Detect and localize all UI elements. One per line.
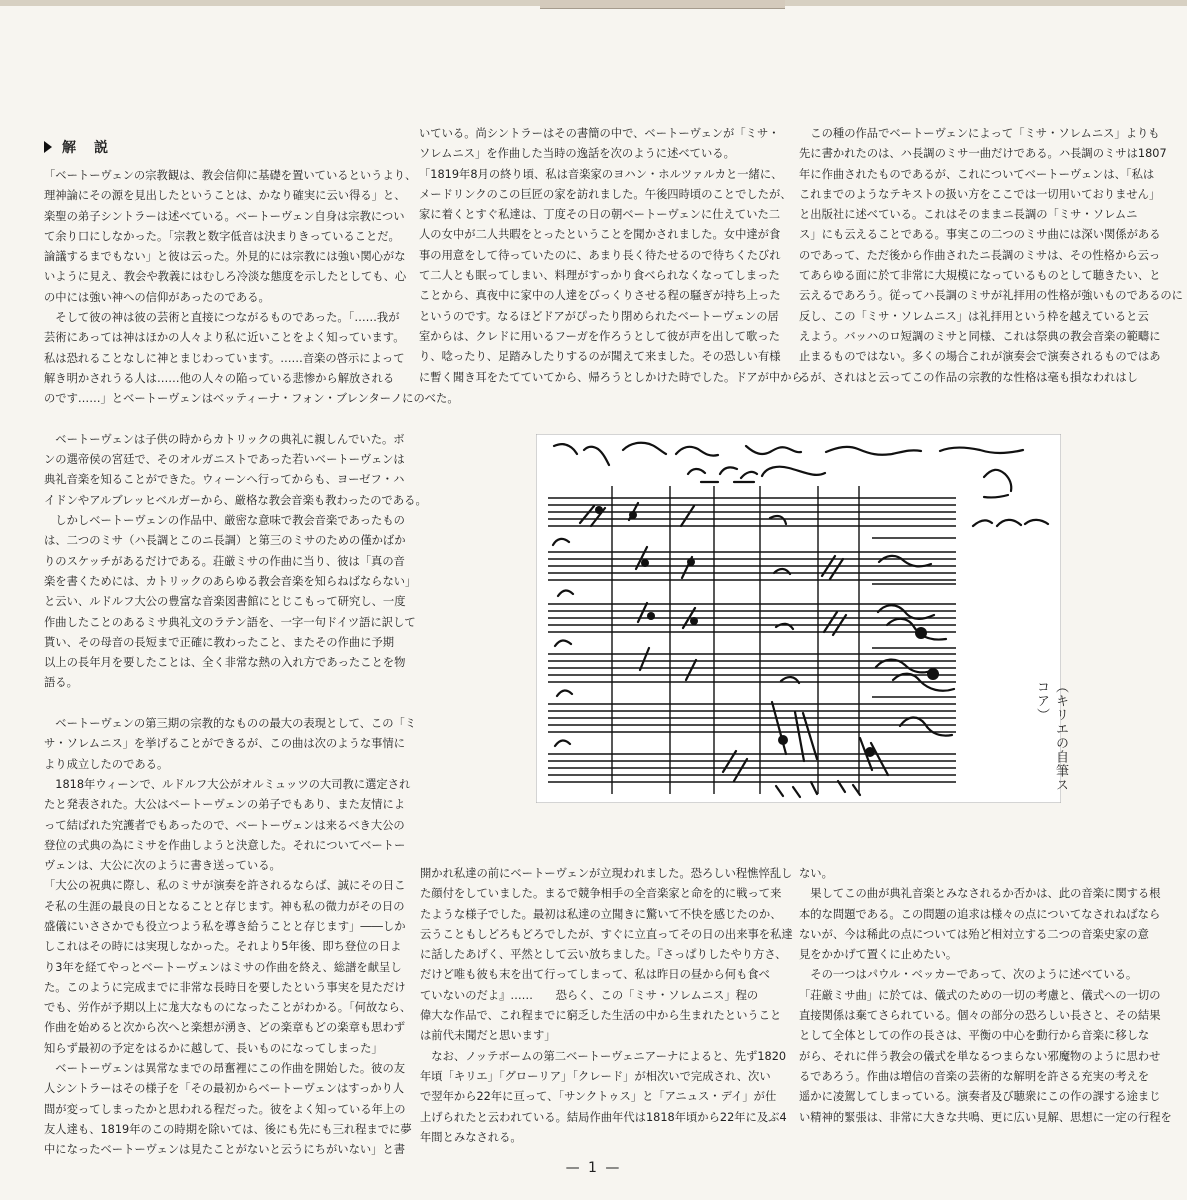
note-5 bbox=[687, 558, 695, 566]
triangle-icon bbox=[44, 141, 52, 153]
commentary-header bbox=[44, 137, 110, 157]
kyrie-score-drawing bbox=[536, 434, 1061, 803]
left-column-text: 「ベートーヴェンの宗教観は、教会信仰に基礎を置いているというより、 理神論にその源を見出したということは、かなり確実に云い得る」と、 楽聖の弟子シントラーは述べている。ベートーヴェン自身は宗教につい て余り口にしなかった。「宗教と数字低音は決まりきっていることだ。 論議するまでもない」と彼は云った。外見的には宗教には強い関心がな いように見え、教会や教義にはむしろ冷淡な態度を示したとしても、心 の中には強い神への信仰があったのである。 そして彼の神は彼の芸術と直接につながるものであった。「……我が 芸術にあっては神はほかの人々より私に近いことをよく知っています。 私は恐れることなしに神とまじわっています。……音楽の啓示によって 解き明かされうる人は……他の人々の陥っている悲惨から解放される のです……」とベートーヴェンはベッティーナ・フォン・ブレンターノにのべた。 ベートーヴェンは子供の時からカトリックの典礼に親しんでいた。ボ ンの選帝侯の宮廷で、そのオルガニストであった若いベートーヴェンは 典礼音楽を知ることができた。ウィーンへ行ってからも、ヨーゼフ・ハ イドンやアルブレッヒベルガーから、厳格な教会音楽も教わったのである。 しかしベートーヴェンの作品中、厳密な意味で教会音楽であったもの は、二つのミサ（ハ長調とこのニ長調）と第三のミサのための僅かばか りのスケッチがあるだけである。荘厳ミサの作曲に当り、彼は「真の音 楽を書くためには、カトリックのあらゆる教会音楽を知らねばならない」 と云い、ルドルフ大公の豊富な音楽図書館にとじこもって研究し、一度 作曲したことのあるミサ典礼文のラテン語を、一字一句ドイツ語に訳して 貰い、その母音の長短まで正確に教わったこと、またその作曲に予期 以上の長年月を要したことは、全く非常な熱の入れ方であったことを物 語る。 ベートーヴェンの第三期の宗教的なものの最大の表現として、この「ミ サ・ソレムニス」を挙げることができるが、この曲は次のような事情に より成立したのである。 1818年ウィーンで、ルドルフ大公がオルミュッツの大司教に選定され たと発表された。大公はベートーヴェンの弟子でもあり、また友情によ って結ばれた究護者でもあったので、ベートーヴェンは来るべき大公の 登位の式典の為にミサを作曲しようと決意した。それについてベートー ヴェンは、大公に次のように書き送っている。 「大公の祝典に際し、私のミサが演奏を許されるならば、誠にその日こ そ私の生涯の最良の日となることと存じます。神も私の微力がその日の 盛儀にいささかでも役立つよう私を導き給うことと存じます」――しか しこれはその時には実現しなかった。それより5年後、即ち登位の日よ り3年を経てやっとベートーヴェンはミサの作曲を終え、総譜を献呈し た。このように完成までに非常な長時日を要したという事実を見ただけ でも、労作が予期以上に尨大なものになったことがわかる。「何故なら、 作曲を始めると次から次へと楽想が湧き、どの楽章もどの楽章も思わず 知らず最初の予定をはるかに越して、長いものになってしまった」 ベートーヴェンは異常なまでの昂奮裡にこの作曲を開始した。彼の友 人シントラーはその様子を「その最初からベートーヴェンはすっかり人 間が変ってしまったかと思われる程だった。彼をよく知っている年上の 友人達も、1819年のこの時期を除いては、後にも先にも三れ程までに夢 中になったベートーヴェンは見たことがないと云うにちがいない」と書 bbox=[44, 169, 459, 1157]
note-7 bbox=[778, 735, 788, 745]
note-2 bbox=[629, 511, 637, 519]
figure-caption: （キリエの自筆スコア） bbox=[1034, 680, 1068, 792]
note-10 bbox=[927, 668, 939, 680]
note-1 bbox=[595, 506, 603, 514]
middle-top-text: いている。尚シントラーはその書簡の中で、ベートーヴェンが「ミサ・ ソレムニス」を作曲した当時の逸話を次のように述べている。 「1819年8月の終り頃、私は音楽家のヨハン・ホルツァルカと一緒に、 メードリンクのこの巨匠の家を訪れました。午後四時頃のことでしたが、 家に着くとすぐ私達は、丁度その日の朝ベートーヴェンに仕えていた二 人の女中が二人共暇をとったということを聞かされました。女中達が食 事の用意をして待っていたのに、あまり長く待たせるので待ちくたびれ て二人とも眠ってしまい、料理がすっかり食べられなくなってしまった ことから、真夜中に家中の人達をびっくりさせる程の騒ぎが持ち上った というのです。なるほどドアがぴったり閉められたベートーヴェンの居 室からは、クレドに用いるフーガを作ろうとして彼が声を出して歌った り、唸ったり、足踏みしたりするのが聞えて来ました。その恐しい有様 に暫く聞き耳をたてていてから、帰ろうとしかけた時でした。ドアが中から bbox=[419, 127, 803, 384]
top-strip bbox=[540, 0, 785, 9]
note-9 bbox=[915, 627, 927, 639]
middle-bottom-text: 開かれ私達の前にベートーヴェンが立現われました。恐ろしい程憔悴乱し た顔付をしていました。まるで競争相手の全音楽家と命を的に戦って来 たような様子でした。最初は私達の立聞きに驚いて不快を感じたのか、 云うこともしどろもどろでしたが、すぐに立直ってその日の出来事を私達 に話したあげく、平然として云い放ちました。『さっぱりしたやり方さ、 だけど唯も彼も末を出て行ってしまって、私は昨日の昼から何も食べ ていないのだよ』…… 恐らく、この「ミサ・ソレムニス」程の 偉大な作品で、これ程までに窮乏した生活の中から生まれたということ は前代未聞だと思います」 なお、ノッテボームの第二ベートーヴェニアーナによると、先ず1820 年頃「キリエ」「グローリア」「クレード」が相次いで完成され、次い で翌年から22年に亘って、「サンクトゥス」と「アニュス・デイ」が仕 上げられたと云われている。結局作曲年代は1818年頃から22年に及ぶ4 年間とみなされる。 bbox=[420, 867, 793, 1144]
right-top-text: この種の作品でベートーヴェンによって「ミサ・ソレムニス」よりも 先に書かれたのは、ハ長調のミサ一曲だけである。ハ長調のミサは1807 年に作曲されたものであるが、これについてベートーヴェンは、「私は これまでのようなテキストの扱い方をここでは一切用いておりません」 と出版社に述べている。これはそのままニ長調の「ミサ・ソレムニ ス」にも云えることである。事実この二つのミサ曲には深い関係がある のであって、ただ後から作曲されたニ長調のミサは、その性格から云っ てあらゆる面に於て非常に大規模になっているものとして聴きたい、と 云えるであろう。従ってハ長調のミサが礼拝用の性格が強いものであるのに 反し、この「ミサ・ソレムニス」は礼拝用という枠を越えていると云 えよう。バッハのロ短調のミサと同様、これは祭典の教会音楽の範疇に 止まるものではない。多くの場合これが演奏会で演奏されるものではあ るが、されはと云ってこの作品の宗教的な性格は毫も損なわれはし bbox=[799, 127, 1183, 384]
page-number: — 1 — bbox=[565, 1160, 622, 1176]
note-3 bbox=[641, 559, 649, 567]
kyrie-manuscript-image bbox=[536, 434, 1061, 803]
note-8 bbox=[865, 747, 875, 757]
right-bottom-text: ない。 果してこの曲が典礼音楽とみなされるか否かは、此の音楽に関する根 本的な問題である。この問題の追求は様々の点についてなされねばなら ないが、今は稀此の点については殆ど相対立する二つの音楽史家の意 見をかかげて置くに止めたい。 その一つはパウル・ベッカーであって、次のように述べている。 「荘厳ミサ曲」に於ては、儀式のための一切の考慮と、儀式への一切の 直接関係は棄てさられている。個々の部分の恐ろしい長さと、その結果 として全体としての作の長さは、平衡の中心を動行から音楽に移しな がら、それに伴う教会の儀式を単なるつまらない邪魔物のように思わせ るであろう。作曲は増信の音楽の芸術的な解明を許さる充実の考えを 遥かに凌駕してしまっている。演奏者及び聴衆にこの作の課する途まじ い精神的緊張は、非常に大きな共鳴、更に広い見解、思想に一定の行程を bbox=[799, 867, 1172, 1124]
page-title: 解 説 bbox=[62, 140, 110, 156]
note-4 bbox=[647, 612, 655, 620]
note-6 bbox=[690, 617, 698, 625]
